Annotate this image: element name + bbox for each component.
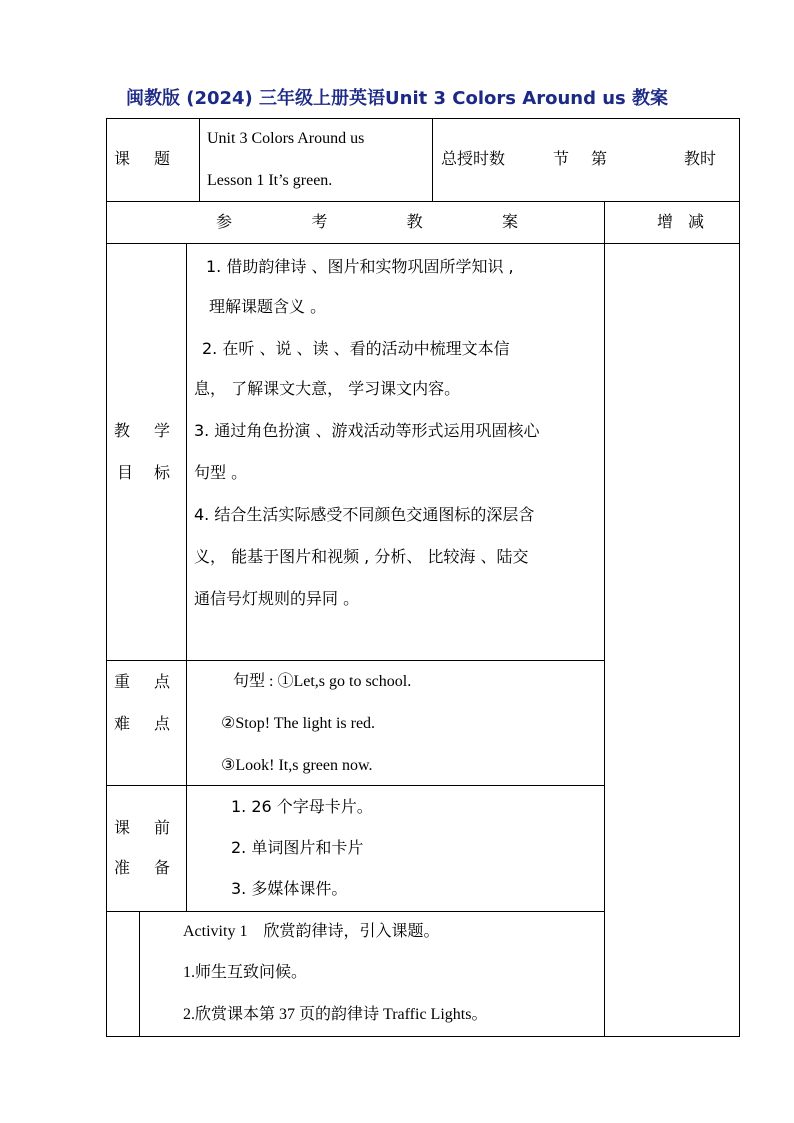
key-sentence: 句型 : ①Let,s go to school.	[233, 673, 412, 690]
unit-title: Unit 3 Colors Around us	[207, 130, 365, 147]
reference-plan-header: 参 考 教 案	[216, 212, 518, 231]
objective-line: 理解课题含义 。	[209, 297, 327, 316]
objective-line: 2. 在听 、说 、读 、看的活动中梳理文本信	[202, 339, 510, 358]
activity-step: 1.师生互致问候。	[183, 964, 308, 981]
objective-line: 4. 结合生活实际感受不同颜色交通图标的深层含	[194, 505, 535, 524]
preparation-label-2: 准 备	[114, 858, 170, 877]
activity-step: 2.欣赏课本第 37 页的韵律诗 Traffic Lights。	[183, 1006, 488, 1023]
preparation-item: 2. 单词图片和卡片	[231, 838, 364, 857]
document-title: 闽教版 (2024) 三年级上册英语Unit 3 Colors Around us 教案	[125, 88, 669, 109]
lesson-title: Lesson 1 It’s green.	[207, 172, 333, 189]
objective-line: 句型 。	[194, 463, 248, 482]
objective-line: 3. 通过角色扮演 、游戏活动等形式运用巩固核心	[194, 421, 540, 440]
key-sentence: ③Look! It,s green now.	[221, 757, 373, 774]
objective-line: 通信号灯规则的异同 。	[194, 589, 360, 608]
activity-title: Activity 1 欣赏韵律诗，引入课题。	[183, 923, 440, 940]
preparation-label-1: 课 前	[114, 818, 170, 837]
preparation-item: 3. 多媒体课件。	[231, 879, 348, 898]
preparation-item: 1. 26 个字母卡片。	[231, 797, 373, 816]
objectives-label-2: 目 标	[117, 463, 170, 482]
objectives-label-1: 教 学	[114, 421, 170, 440]
key-points-label-1: 重 点	[114, 672, 170, 691]
key-points-label-2: 难 点	[114, 714, 170, 733]
objective-line: 息， 了解课文大意， 学习课文内容。	[194, 379, 461, 398]
objective-line: 义， 能基于图片和视频 , 分析、 比较海 、陆交	[194, 547, 529, 566]
key-sentence: ②Stop! The light is red.	[221, 715, 376, 732]
objective-line: 1. 借助韵律诗 、图片和实物巩固所学知识 ,	[206, 257, 514, 276]
topic-label: 课 题	[114, 149, 170, 168]
adjust-header: 增 减	[657, 212, 704, 231]
